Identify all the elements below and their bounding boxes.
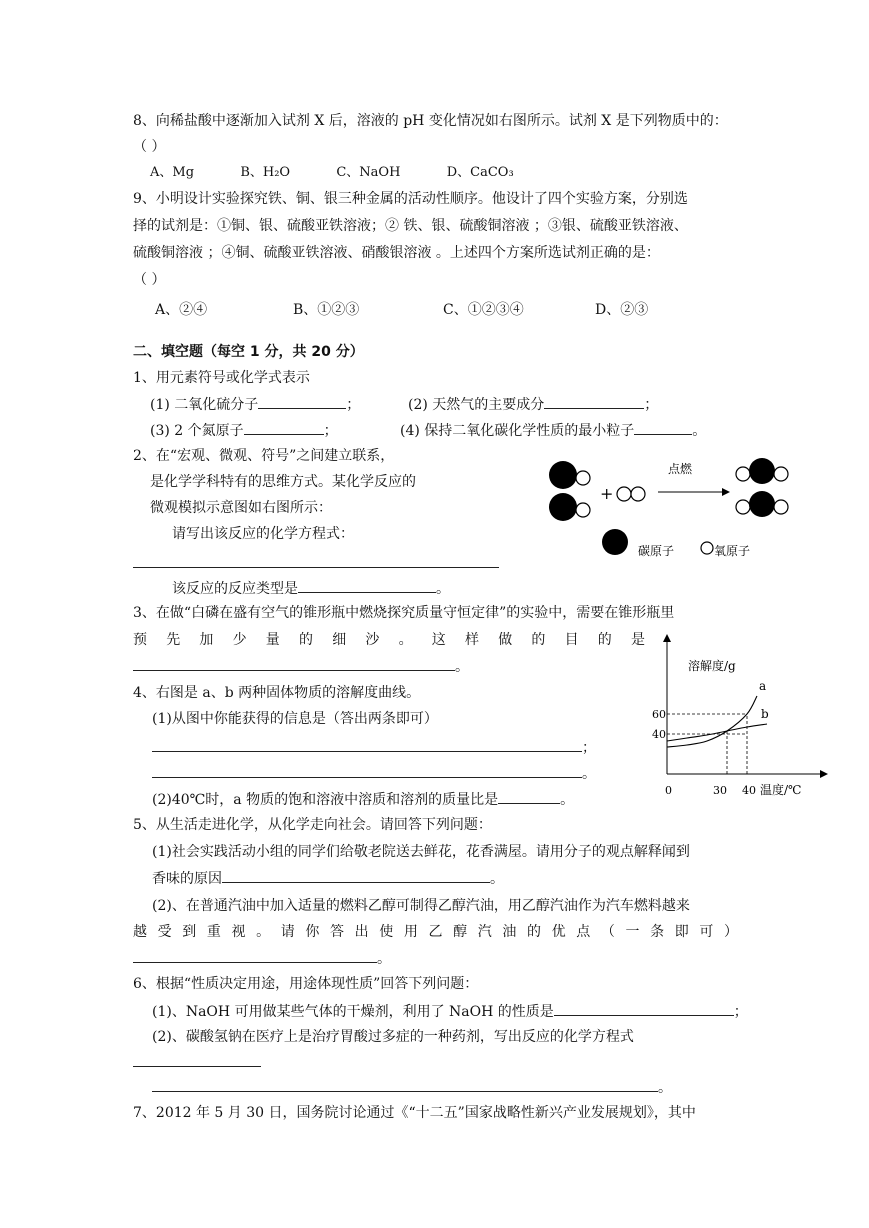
f4-line-3: ； [152,737,596,758]
f2-line-2: 是化学学科特有的思维方式。某化学反应的 [150,474,416,490]
oxygen-molecule [617,487,645,501]
f5-line-1: 5、从生活走进化学，从化学走向社会。请回答下列问题： [133,817,492,833]
q8-answer-paren: （ ） [133,139,166,155]
q8-option-a: A、Mg [150,165,195,180]
q9-option-c: C、①②③④ [443,302,524,318]
q9-line-3: 硫酸铜溶液 ；④铜、硫酸亚铁溶液、硝酸银溶液 。上述四个方案所选试剂正确的是： [133,245,660,261]
q8-option-b: B、H₂O [240,165,291,180]
solubility-chart [640,630,840,805]
answer-blank[interactable] [258,394,346,409]
f3-line-2: 预先加少量的细沙。这样做的目的是 [133,632,645,648]
series-label-b: b [761,707,769,721]
f1-part-4: (4) 保持二氧化碳化学性质的最小粒子 。 [400,420,706,441]
legend-oxygen: 氧原子 [714,544,751,558]
f3-line-1: 3、在做“白磷在盛有空气的锥形瓶中燃烧探究质量守恒定律”的实验中，需要在锥形瓶里 [133,605,675,621]
f5-line-2: (1)社会实践活动小组的同学们给敬老院送去鲜花，花香满屋。请用分子的观点解释闻到 [152,844,690,860]
plus-sign: + [600,484,614,503]
q9-option-b: B、①②③ [293,302,360,318]
f2-line-5: 该反应的反应类型是 。 [172,578,450,599]
q9-option-d: D、②③ [595,302,649,318]
f5-line-4: (2)、在普通汽油中加入适量的燃料乙醇可制得乙醇汽油，用乙醇汽油作为汽车燃料越来 [152,898,690,914]
q9-answer-paren: （ ） [133,272,166,288]
answer-line[interactable] [133,567,499,568]
f1-part-2: (2) 天然气的主要成分 ； [408,394,658,415]
f5-line-5: 越受到重视。请你答出使用乙醇汽油的优点（一条即可） [133,924,738,940]
f1-stem: 1、用元素符号或化学式表示 [133,370,310,386]
answer-blank[interactable] [222,868,490,883]
q9-option-a: A、②④ [155,302,208,318]
f3-line-3: 。 [133,656,469,677]
q9-line-2: 择的试剂是：①铜、银、硫酸亚铁溶液；② 铁、银、硫酸铜溶液 ；③银、硫酸亚铁溶液、 [133,218,688,234]
x-tick-label: 30 [713,784,727,797]
answer-blank[interactable] [244,420,324,435]
carbon-monoxide-molecule [549,493,590,521]
q8-options [150,163,514,183]
f6-line-1: 6、根据“性质决定用途，用途体现性质”回答下列问题： [133,976,479,992]
f6-line-3: (2)、碳酸氢钠在医疗上是治疗胃酸过多症的一种药剂，写出反应的化学方程式 [152,1029,634,1045]
y-axis [663,634,671,774]
q8-option-c: C、NaOH [336,165,401,180]
answer-line[interactable] [133,1066,261,1067]
carbon-dioxide-molecule [736,491,788,517]
f2-line-4: 请写出该反应的化学方程式： [172,526,354,542]
q8-option-d: D、CaCO₃ [446,165,514,180]
f4-line-2: (1)从图中你能获得的信息是（答出两条即可） [152,711,438,727]
f6-line-2: (1)、NaOH 可用做某些气体的干燥剂，利用了 NaOH 的性质是 ； [152,1001,748,1022]
section-heading: 二、填空题（每空 1 分，共 20 分） [133,344,364,360]
chart-guides [667,714,747,774]
answer-blank[interactable] [554,1001,734,1016]
y-axis-label: 溶解度/g [688,659,736,673]
answer-blank[interactable] [133,948,377,963]
answer-blank[interactable] [544,394,644,409]
reaction-condition: 点燃 [668,462,693,476]
x-tick-label: 0 [665,784,672,797]
y-tick-label: 60 [652,708,666,721]
f4-line-1: 4、右图是 a、b 两种固体物质的溶解度曲线。 [133,685,421,701]
q8-stem: 8、向稀盐酸中逐渐加入试剂 X 后，溶液的 pH 变化情况如右图所示。试剂 X 是下列物质中的： [133,113,728,129]
answer-blank[interactable] [498,789,560,804]
answer-blank[interactable] [634,420,692,435]
series-curve-b [667,724,767,741]
x-axis-label: 温度/℃ [760,783,802,797]
q9-line-1: 9、小明设计实验探究铁、铜、银三种金属的活动性顺序。他设计了四个实验方案，分别选 [133,191,688,207]
legend-carbon: 碳原子 [638,544,675,558]
chart-series [667,679,769,747]
f2-line-1: 2、在“宏观、微观、符号”之间建立联系， [133,448,395,464]
f1-part-1: (1) 二氧化硫分子 ； [150,394,360,415]
carbon-dioxide-molecule [736,458,788,484]
f5-line-6: 。 [133,948,391,969]
f7-line-1: 7、2012 年 5 月 30 日，国务院讨论通过《“十二五”国家战略性新兴产业发展规划》，其中 [133,1105,696,1121]
answer-blank[interactable] [152,763,582,778]
oxygen-atom-legend-icon [701,542,713,554]
carbon-atom-legend-icon [602,529,628,555]
f2-line-3: 微观模拟示意图如右图所示： [150,500,332,516]
f5-line-3: 香味的原因 。 [152,868,504,889]
series-label-a: a [759,679,767,693]
answer-blank[interactable] [298,578,436,593]
x-axis [667,770,828,778]
answer-blank[interactable] [133,656,455,671]
reaction-arrow [658,488,730,496]
f4-line-5: (2)40℃时，a 物质的饱和溶液中溶质和溶剂的质量比是 。 [152,789,574,810]
reaction-diagram [540,448,820,568]
y-tick-label: 40 [652,728,666,741]
f4-line-4: 。 [152,763,596,784]
carbon-monoxide-molecule [549,461,590,489]
answer-blank[interactable] [152,1077,658,1092]
x-tick-label: 40 [742,784,756,797]
f6-line-5: 。 [152,1077,672,1098]
f1-part-3: (3) 2 个氮原子 ； [150,420,338,441]
answer-blank[interactable] [152,737,582,752]
